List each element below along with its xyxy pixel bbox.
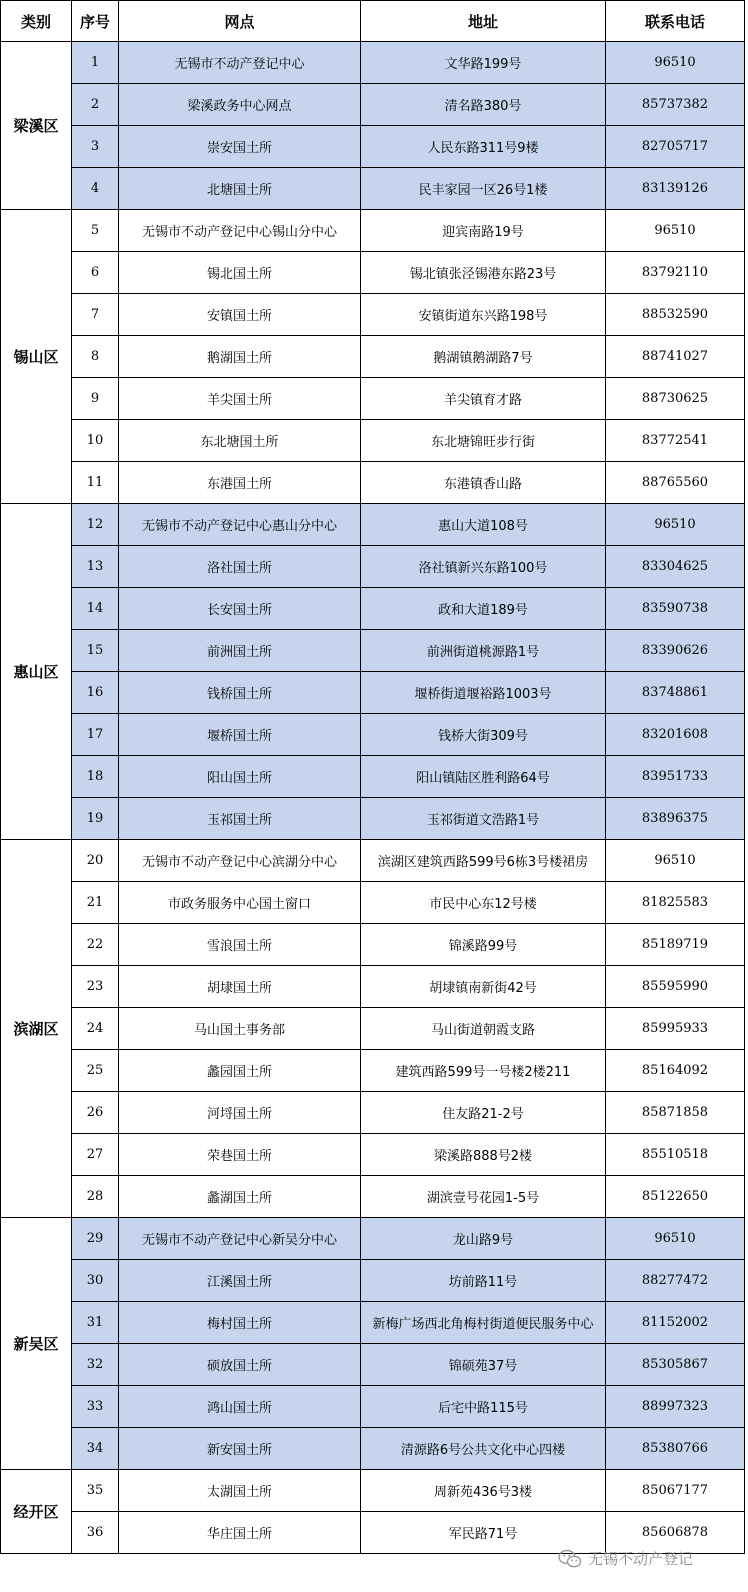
seq-cell: 18 [72, 756, 119, 798]
phone-cell: 96510 [606, 1218, 745, 1260]
address-cell: 龙山路9号 [361, 1218, 606, 1260]
table-row [1, 1050, 745, 1092]
seq-cell: 13 [72, 546, 119, 588]
phone-cell: 88730625 [606, 378, 745, 420]
phone-cell: 83792110 [606, 252, 745, 294]
address-cell: 住友路21-2号 [361, 1092, 606, 1134]
seq-cell: 9 [72, 378, 119, 420]
phone-cell: 82705717 [606, 126, 745, 168]
table-row [1, 420, 745, 462]
table-row [1, 1134, 745, 1176]
district-cell: 梁溪区 [1, 42, 72, 210]
phone-cell: 85606878 [606, 1512, 745, 1554]
site-cell: 太湖国土所 [119, 1470, 361, 1512]
table-row [1, 504, 745, 546]
phone-cell: 96510 [606, 504, 745, 546]
table-row [1, 1092, 745, 1134]
table-row [1, 588, 745, 630]
table-header-row [1, 1, 745, 42]
phone-cell: 81152002 [606, 1302, 745, 1344]
table-body [1, 42, 745, 1554]
phone-cell: 85305867 [606, 1344, 745, 1386]
site-cell: 鸿山国土所 [119, 1386, 361, 1428]
district-cell: 经开区 [1, 1470, 72, 1554]
table-row [1, 1428, 745, 1470]
table-row [1, 294, 745, 336]
district-cell: 锡山区 [1, 210, 72, 504]
seq-cell: 2 [72, 84, 119, 126]
phone-cell: 96510 [606, 210, 745, 252]
address-cell: 建筑西路599号一号楼2楼211 [361, 1050, 606, 1092]
table-row [1, 756, 745, 798]
phone-cell: 83139126 [606, 168, 745, 210]
table-row [1, 1344, 745, 1386]
seq-cell: 24 [72, 1008, 119, 1050]
address-cell: 东北塘锦旺步行街 [361, 420, 606, 462]
seq-cell: 31 [72, 1302, 119, 1344]
table-row [1, 462, 745, 504]
site-cell: 江溪国土所 [119, 1260, 361, 1302]
table-row [1, 1008, 745, 1050]
seq-cell: 25 [72, 1050, 119, 1092]
address-cell: 惠山大道108号 [361, 504, 606, 546]
site-cell: 无锡市不动产登记中心锡山分中心 [119, 210, 361, 252]
address-cell: 前洲街道桃源路1号 [361, 630, 606, 672]
seq-cell: 22 [72, 924, 119, 966]
seq-cell: 10 [72, 420, 119, 462]
table-row [1, 1176, 745, 1218]
seq-cell: 20 [72, 840, 119, 882]
address-cell: 滨湖区建筑西路599号6栋3号楼裙房 [361, 840, 606, 882]
seq-cell: 19 [72, 798, 119, 840]
site-cell: 无锡市不动产登记中心滨湖分中心 [119, 840, 361, 882]
address-cell: 钱桥大街309号 [361, 714, 606, 756]
phone-cell: 96510 [606, 42, 745, 84]
seq-cell: 36 [72, 1512, 119, 1554]
wechat-icon [558, 1549, 582, 1569]
seq-cell: 33 [72, 1386, 119, 1428]
address-cell: 鹅湖镇鹅湖路7号 [361, 336, 606, 378]
table-row [1, 210, 745, 252]
site-cell: 硕放国土所 [119, 1344, 361, 1386]
seq-cell: 28 [72, 1176, 119, 1218]
site-cell: 蠡园国土所 [119, 1050, 361, 1092]
address-cell: 锦溪路99号 [361, 924, 606, 966]
site-cell: 市政务服务中心国土窗口 [119, 882, 361, 924]
header-address: 地址 [361, 1, 606, 42]
site-cell: 无锡市不动产登记中心惠山分中心 [119, 504, 361, 546]
address-cell: 羊尖镇育才路 [361, 378, 606, 420]
table-row [1, 630, 745, 672]
table-row [1, 42, 745, 84]
header-category: 类别 [1, 1, 72, 42]
table-row [1, 714, 745, 756]
phone-cell: 85380766 [606, 1428, 745, 1470]
district-cell: 新吴区 [1, 1218, 72, 1470]
address-cell: 堰桥街道堰裕路1003号 [361, 672, 606, 714]
seq-cell: 23 [72, 966, 119, 1008]
seq-cell: 16 [72, 672, 119, 714]
address-cell: 阳山镇陆区胜利路64号 [361, 756, 606, 798]
site-cell: 阳山国土所 [119, 756, 361, 798]
site-cell: 河埒国土所 [119, 1092, 361, 1134]
address-cell: 东港镇香山路 [361, 462, 606, 504]
seq-cell: 5 [72, 210, 119, 252]
phone-cell: 85995933 [606, 1008, 745, 1050]
district-cell: 惠山区 [1, 504, 72, 840]
table-row [1, 252, 745, 294]
seq-cell: 4 [72, 168, 119, 210]
address-cell: 安镇街道东兴路198号 [361, 294, 606, 336]
seq-cell: 14 [72, 588, 119, 630]
site-cell: 胡埭国土所 [119, 966, 361, 1008]
address-cell: 湖滨壹号花园1-5号 [361, 1176, 606, 1218]
address-cell: 迎宾南路19号 [361, 210, 606, 252]
site-cell: 东港国土所 [119, 462, 361, 504]
phone-cell: 85510518 [606, 1134, 745, 1176]
site-cell: 洛社国土所 [119, 546, 361, 588]
site-cell: 东北塘国土所 [119, 420, 361, 462]
address-cell: 锡北镇张泾锡港东路23号 [361, 252, 606, 294]
seq-cell: 30 [72, 1260, 119, 1302]
header-seq: 序号 [72, 1, 119, 42]
seq-cell: 35 [72, 1470, 119, 1512]
address-cell: 洛社镇新兴东路100号 [361, 546, 606, 588]
phone-cell: 88765560 [606, 462, 745, 504]
table-row [1, 1218, 745, 1260]
table-row [1, 1386, 745, 1428]
phone-cell: 83590738 [606, 588, 745, 630]
phone-cell: 85595990 [606, 966, 745, 1008]
site-cell: 雪浪国土所 [119, 924, 361, 966]
seq-cell: 12 [72, 504, 119, 546]
table-row [1, 1260, 745, 1302]
seq-cell: 7 [72, 294, 119, 336]
table-row [1, 546, 745, 588]
address-cell: 后宅中路115号 [361, 1386, 606, 1428]
seq-cell: 27 [72, 1134, 119, 1176]
seq-cell: 11 [72, 462, 119, 504]
seq-cell: 3 [72, 126, 119, 168]
table-row [1, 336, 745, 378]
table-row [1, 840, 745, 882]
table-row [1, 882, 745, 924]
table-row [1, 168, 745, 210]
address-cell: 梁溪路888号2楼 [361, 1134, 606, 1176]
table-row [1, 126, 745, 168]
address-cell: 玉祁街道文浩路1号 [361, 798, 606, 840]
address-cell: 文华路199号 [361, 42, 606, 84]
address-cell: 军民路71号 [361, 1512, 606, 1554]
phone-cell: 96510 [606, 840, 745, 882]
phone-cell: 81825583 [606, 882, 745, 924]
site-cell: 蠡湖国土所 [119, 1176, 361, 1218]
table-row [1, 798, 745, 840]
site-cell: 长安国土所 [119, 588, 361, 630]
phone-cell: 83896375 [606, 798, 745, 840]
seq-cell: 32 [72, 1344, 119, 1386]
phone-cell: 83201608 [606, 714, 745, 756]
address-cell: 清名路380号 [361, 84, 606, 126]
header-site: 网点 [119, 1, 361, 42]
phone-cell: 85189719 [606, 924, 745, 966]
site-cell: 梅村国土所 [119, 1302, 361, 1344]
site-cell: 羊尖国土所 [119, 378, 361, 420]
address-cell: 市民中心东12号楼 [361, 882, 606, 924]
phone-cell: 88532590 [606, 294, 745, 336]
site-cell: 前洲国土所 [119, 630, 361, 672]
watermark-text: 无锡不动产登记 [588, 1550, 694, 1568]
table-row [1, 1302, 745, 1344]
phone-cell: 85122650 [606, 1176, 745, 1218]
seq-cell: 1 [72, 42, 119, 84]
site-cell: 玉祁国土所 [119, 798, 361, 840]
address-cell: 胡埭镇南新街42号 [361, 966, 606, 1008]
site-cell: 钱桥国土所 [119, 672, 361, 714]
site-cell: 崇安国土所 [119, 126, 361, 168]
watermark [558, 1548, 693, 1569]
site-cell: 鹅湖国土所 [119, 336, 361, 378]
phone-cell: 88997323 [606, 1386, 745, 1428]
phone-cell: 85067177 [606, 1470, 745, 1512]
address-cell: 新梅广场西北角梅村街道便民服务中心 [361, 1302, 606, 1344]
site-cell: 锡北国土所 [119, 252, 361, 294]
table-row [1, 672, 745, 714]
site-cell: 华庄国土所 [119, 1512, 361, 1554]
address-cell: 清源路6号公共文化中心四楼 [361, 1428, 606, 1470]
address-cell: 马山街道朝霞支路 [361, 1008, 606, 1050]
site-cell: 安镇国土所 [119, 294, 361, 336]
site-cell: 马山国土事务部 [119, 1008, 361, 1050]
phone-cell: 83390626 [606, 630, 745, 672]
phone-cell: 85737382 [606, 84, 745, 126]
table-row [1, 924, 745, 966]
district-cell: 滨湖区 [1, 840, 72, 1218]
site-cell: 荣巷国土所 [119, 1134, 361, 1176]
table-row [1, 1470, 745, 1512]
table-row [1, 966, 745, 1008]
seq-cell: 8 [72, 336, 119, 378]
seq-cell: 6 [72, 252, 119, 294]
phone-cell: 83748861 [606, 672, 745, 714]
table-row [1, 378, 745, 420]
site-cell: 堰桥国土所 [119, 714, 361, 756]
seq-cell: 26 [72, 1092, 119, 1134]
address-cell: 政和大道189号 [361, 588, 606, 630]
address-cell: 坊前路11号 [361, 1260, 606, 1302]
header-phone: 联系电话 [606, 1, 745, 42]
address-cell: 周新苑436号3楼 [361, 1470, 606, 1512]
site-cell: 无锡市不动产登记中心 [119, 42, 361, 84]
seq-cell: 29 [72, 1218, 119, 1260]
address-cell: 民丰家园一区26号1楼 [361, 168, 606, 210]
site-cell: 北塘国土所 [119, 168, 361, 210]
table-row [1, 84, 745, 126]
phone-cell: 83304625 [606, 546, 745, 588]
phone-cell: 83772541 [606, 420, 745, 462]
phone-cell: 85164092 [606, 1050, 745, 1092]
address-cell: 锦硕苑37号 [361, 1344, 606, 1386]
site-cell: 无锡市不动产登记中心新吴分中心 [119, 1218, 361, 1260]
seq-cell: 17 [72, 714, 119, 756]
seq-cell: 15 [72, 630, 119, 672]
site-cell: 新安国土所 [119, 1428, 361, 1470]
address-cell: 人民东路311号9楼 [361, 126, 606, 168]
phone-cell: 88741027 [606, 336, 745, 378]
site-cell: 梁溪政务中心网点 [119, 84, 361, 126]
seq-cell: 21 [72, 882, 119, 924]
seq-cell: 34 [72, 1428, 119, 1470]
phone-cell: 83951733 [606, 756, 745, 798]
phone-cell: 85871858 [606, 1092, 745, 1134]
phone-cell: 88277472 [606, 1260, 745, 1302]
